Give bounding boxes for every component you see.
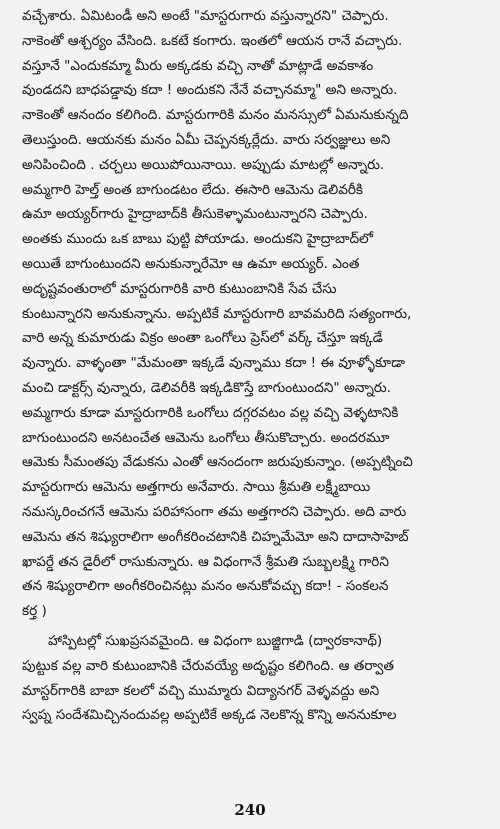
text-line: అదృష్టవంతురాలో మాస్టరుగారికి వారి కుటుంబానికి సేవ చేసు bbox=[22, 280, 337, 297]
text-line: నాకెంతో ఆశ్చర్యం వేసింది. ఒకటే కంగారు. ఇంతలో ఆయన రానే వచ్చారు. bbox=[22, 32, 403, 49]
text-line: మంచి డాక్టర్స్ వున్నారు, డెలివరీకి ఇక్కడికొస్తే బాగుంటుందని" అన్నారు. bbox=[22, 379, 392, 396]
text-line: వచ్చేశారు. ఏమిటండీ అని అంటే "మాస్టరుగారు వస్తున్నారని" చెప్పారు. bbox=[22, 8, 389, 24]
text-line: బాగుంటుందని అనటంచేత ఆమెను ఒంగోలు తీసుకొచ్చారు. అందరమూ bbox=[22, 429, 390, 446]
text-line: మాస్టర్‌గారికి బాబా కలలో వచ్చి ముమ్మారు విద్యానగర్ వెళ్ళవద్దు అని bbox=[22, 682, 380, 699]
text-line: అమ్మగారి హెల్త్ అంత బాగుండటం లేదు. ఈసారి ఆమెను డెలివరీకి bbox=[22, 181, 364, 198]
text-line: నాకెంతో ఆనందం కలిగింది. మాస్టరుగారికి మనం మనస్సులో ఏమనుకున్నది bbox=[22, 107, 409, 124]
text-line: కుంటున్నారని అనుకున్నాను. అప్పటికే మాస్టరుగారి బావమరిది సత్యంగారు, bbox=[22, 305, 412, 322]
text-line: అయితే బాగుంటుందని అనుకున్నారేమో ఆ ఉమా అయ్యర్. ఎంత bbox=[22, 255, 360, 272]
text-line: హాస్పిటల్లో సుఖప్రసవమైంది. ఆ విధంగా బుజ్జిగాడి (ద్వారకానాథ్) bbox=[48, 632, 383, 649]
page-number: 240 bbox=[234, 801, 266, 819]
text-line: పుట్టుక వల్ల వారి కుటుంబానికి చేరువయ్యే అదృష్టం కలిగింది. ఆ తర్వాత bbox=[22, 657, 394, 674]
paragraph-2 bbox=[22, 629, 486, 728]
text-line: అంతకు ముందు ఒక బాబు పుట్టి పోయాడు. అందుకని హైద్రాబాద్‌లో bbox=[22, 231, 374, 248]
text-line: వస్తూనే "ఎందుకమ్మా మీరు అక్కడకు వచ్చి నాతో మాట్లాడే అవకాశం bbox=[22, 57, 374, 74]
text-line: అనిపించింది . చర్చలు అయిపోయినాయి. అప్పుడు మాటల్లో అన్నారు. bbox=[22, 156, 385, 173]
text-line: అమ్మగారు కూడా మాస్టరుగారికి ఒంగోలు దగ్గరవటం వల్ల వచ్చి వెళ్ళటానికి bbox=[22, 404, 399, 421]
text-line: ఖాపర్డే తన డైరీలో రాసుకున్నారు. ఆ విధంగానే శ్రీమతి సుబ్బలక్ష్మి గారిని bbox=[22, 553, 389, 570]
text-line: ఆమెను తన శిష్యురాలిగా అంగీకరించటానికి చిహ్నమేమో అని దాదాసాహెబ్ bbox=[22, 528, 409, 545]
text-line: వుండదని బాధపడ్డావు కదా ! అందుకని నేనే వచ్చానమ్మా" అని అన్నారు. bbox=[22, 82, 398, 99]
text-line: వారి అన్న కుమారుడు విక్రం అంతా ఒంగోలు ప్రెస్‌లో వర్క్ చేస్తూ ఇక్కడే bbox=[22, 330, 383, 347]
text-line: వున్నారు. వాళ్ళంతా "మేమంతా ఇక్కడే వున్నాము కదా ! ఈ వూళ్ళోకూడా bbox=[22, 355, 405, 372]
page-body bbox=[22, 4, 486, 728]
text-line: స్వప్న సందేశమిచ్చినందువల్ల అప్పటికే అక్కడ నెలకొన్న కొన్ని అననుకూల bbox=[22, 707, 397, 724]
text-line: తన శిష్యురాలిగా అంగీకరించినట్లు మనం అనుకోవచ్చు కదా! - సంకలన bbox=[22, 578, 389, 595]
text-line: తెలుస్తుంది. ఆయనకు మనం ఏమీ చెప్పనక్కర్లేదు. వారు సర్వజ్ఞులు అని bbox=[22, 131, 391, 148]
text-line: కర్త ) bbox=[22, 603, 47, 620]
paragraph-1 bbox=[22, 4, 486, 624]
text-line: ఆమెకు సీమంతపు వేడుకను ఎంతో ఆనందంగా జరుపుకున్నాం. (అప్పట్నించి bbox=[22, 454, 413, 471]
text-line: మాస్టరుగారు ఆమెను అత్తగారు అనేవారు. సాయి శ్రీమతి లక్ష్మీబాయి bbox=[22, 479, 371, 496]
text-line: నమస్కరించగనే ఆమెను పరిహాసంగా తమ అత్తగారని చెప్పారు. అది వారు bbox=[22, 503, 407, 520]
text-line: ఉమా అయ్యర్‌గారు హైద్రాబాద్‌కి తీసుకెళ్ళామంటున్నారని చెప్పారు. bbox=[22, 206, 368, 223]
